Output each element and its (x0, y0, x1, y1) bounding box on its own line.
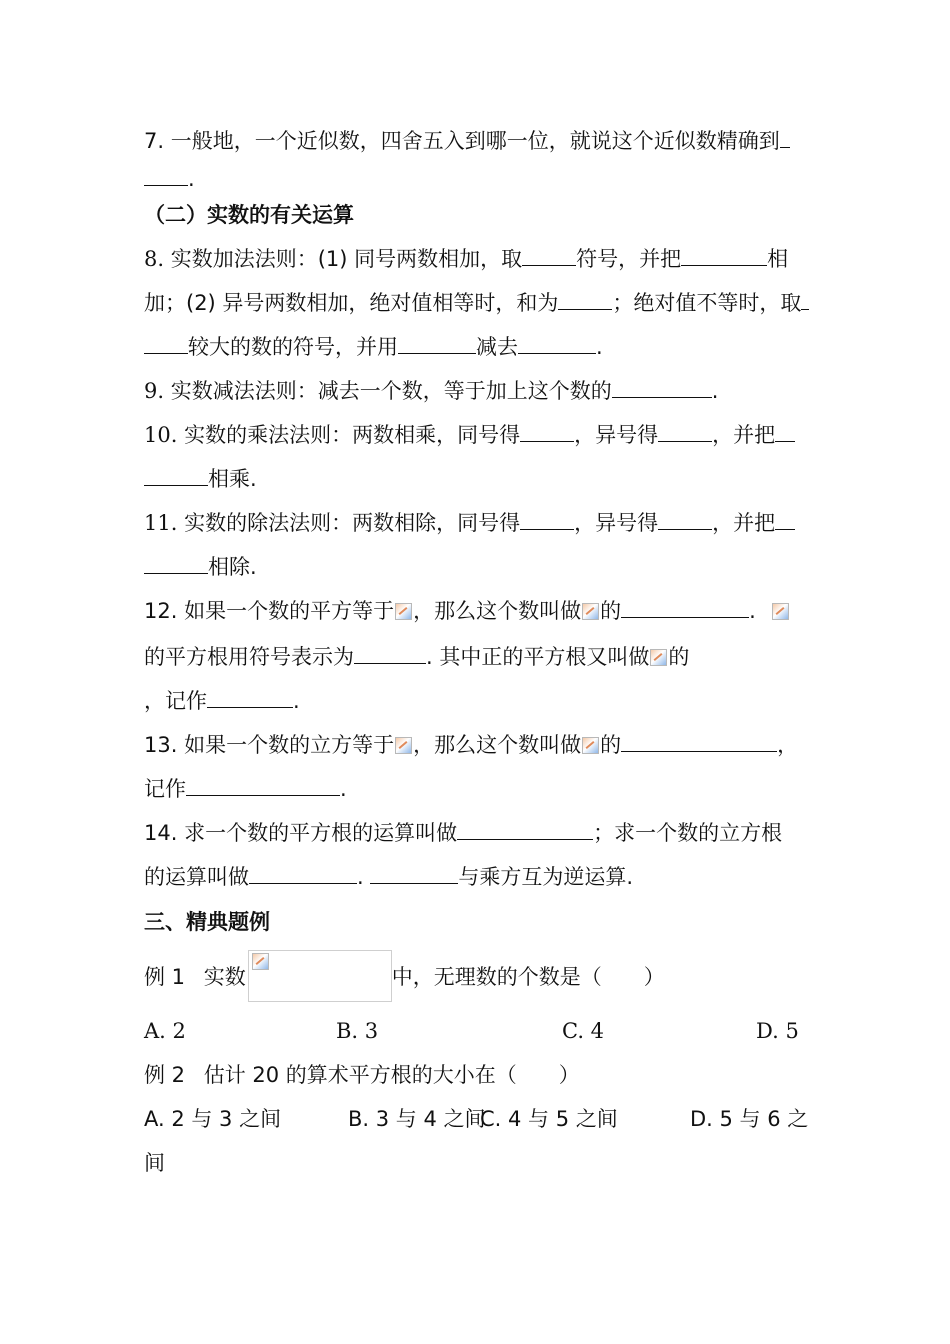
q14-blank-2 (249, 863, 357, 884)
q14-line-2 (144, 862, 633, 892)
q13-text-2: ，那么这个数叫做 (413, 733, 582, 757)
q14-line-1 (144, 818, 782, 848)
q10-text-2: ，异号得 (574, 423, 659, 447)
q13-text-4: ， (777, 733, 799, 757)
q8-number: 8. (144, 247, 165, 271)
q11-text-1: 实数的除法法则：两数相除，同号得 (184, 511, 521, 535)
example-1-pre: 实数 (203, 965, 246, 989)
q14-text-5: 与乘方互为逆运算. (458, 865, 634, 889)
q11-line-2 (144, 552, 257, 582)
q12-blank-3 (207, 687, 293, 708)
q11-number: 11. (144, 511, 178, 535)
q8-end: . (596, 335, 603, 359)
q8-blank-6 (518, 333, 596, 354)
q11-blank-3-cont (144, 553, 208, 574)
q10-text-4: 相乘. (208, 467, 257, 491)
q10-line-1 (144, 420, 795, 450)
q13-blank-2 (186, 775, 340, 796)
q7-line-2 (144, 164, 195, 194)
q14-text-2: ；求一个数的立方根 (593, 821, 783, 845)
section-3-heading: 三、精典题例 (144, 910, 270, 934)
q12-line-1 (144, 596, 790, 626)
q9-line (144, 376, 718, 406)
q8-blank-3 (558, 289, 612, 310)
q8-text-1: 实数加法法则：(1) 同号两数相加，取 (170, 247, 523, 271)
example-2-option-b: B. 3 与 4 之间 (348, 1107, 486, 1131)
example-1-formula-image (248, 950, 392, 1002)
q7-blank (780, 127, 790, 148)
example-2-option-a: A. 2 与 3 之间 (144, 1107, 282, 1131)
q13-text-3: 的 (600, 733, 622, 757)
q8-line-2 (144, 288, 809, 318)
q14-text-4: . (357, 865, 364, 889)
q9-number: 9. (144, 379, 165, 403)
q10-number: 10. (144, 423, 178, 447)
q10-text-1: 实数的乘法法则：两数相乘，同号得 (184, 423, 521, 447)
q12-end: . (293, 689, 300, 713)
q7-end: . (188, 167, 195, 191)
q8-line-1 (144, 244, 788, 274)
q12-text-5: 的平方根用符号表示为 (144, 645, 354, 669)
q12-text-1: 12. 如果一个数的平方等于 (144, 599, 395, 623)
q10-text-3: ，并把 (712, 423, 776, 447)
q10-line-2 (144, 464, 257, 494)
q7-text: 7. 一般地，一个近似数，四舍五入到哪一位，就说这个近似数精确到 (144, 129, 780, 153)
q8-line-3 (144, 332, 603, 362)
q13-end: . (340, 777, 347, 801)
q14-blank-3 (370, 863, 458, 884)
q10-blank-3 (775, 421, 795, 442)
q12-text-6: . 其中正的平方根又叫做 (426, 645, 650, 669)
q8-blank-5 (398, 333, 476, 354)
q7-line-1 (144, 126, 790, 156)
q8-text-3: 相 (767, 247, 789, 271)
q8-text-7: 减去 (476, 335, 518, 359)
q12-line-2 (144, 642, 689, 672)
q12-blank-1 (621, 597, 749, 618)
q8-blank-1 (522, 245, 576, 266)
example-1-label: 例 1 (144, 965, 186, 989)
q8-text-5: ；绝对值不等时，取 (612, 291, 802, 315)
q12-blank-2 (354, 643, 426, 664)
q9-text: 实数减法法则：减去一个数，等于加上这个数的 (170, 379, 612, 403)
formula-image-icon (395, 603, 412, 620)
q8-text-2: 符号，并把 (576, 247, 682, 271)
example-1-option-c: C. 4 (562, 1019, 605, 1043)
q13-line-1 (144, 730, 798, 760)
q11-blank-3 (775, 509, 795, 530)
q14-text-1: 14. 求一个数的平方根的运算叫做 (144, 821, 458, 845)
q13-line-2 (144, 774, 347, 804)
q12-line-3 (144, 686, 300, 716)
q12-text-3: 的 (600, 599, 622, 623)
formula-image-icon (772, 603, 789, 620)
q14-blank-1 (457, 819, 593, 840)
q13-text-1: 13. 如果一个数的立方等于 (144, 733, 395, 757)
q10-blank-3-cont (144, 465, 208, 486)
example-1-option-b: B. 3 (336, 1019, 379, 1043)
example-2-option-c: C. 4 与 5 之间 (480, 1107, 618, 1131)
q11-text-2: ，异号得 (574, 511, 659, 535)
formula-image-icon (650, 649, 667, 666)
formula-image-icon (582, 737, 599, 754)
q7-blank-cont (144, 165, 188, 186)
q10-blank-1 (520, 421, 574, 442)
q8-text-4: 加；(2) 异号两数相加，绝对值相等时，和为 (144, 291, 559, 315)
q8-blank-4 (801, 289, 809, 310)
example-1-option-a: A. 2 (144, 1019, 186, 1043)
example-1-line (144, 962, 665, 992)
q12-text-8: ，记作 (144, 689, 207, 713)
example-2-label: 例 2 (144, 1063, 186, 1087)
example-2-text: 估计 20 的算术平方根的大小在（ ） (203, 1063, 580, 1087)
q10-blank-2 (658, 421, 712, 442)
q9-blank (612, 377, 712, 398)
q8-blank-4-cont (144, 333, 188, 354)
q8-text-6: 较大的数的符号，并用 (188, 335, 398, 359)
example-1-option-d: D. 5 (756, 1019, 799, 1043)
q14-text-3: 的运算叫做 (144, 865, 249, 889)
broken-image-icon (252, 953, 269, 970)
q11-line-1 (144, 508, 795, 538)
example-2-option-d-wrap: 间 (144, 1151, 165, 1175)
q11-blank-1 (520, 509, 574, 530)
example-1-post: 中，无理数的个数是（ ） (391, 965, 665, 989)
q13-blank-1 (621, 731, 777, 752)
q11-text-3: ，并把 (712, 511, 776, 535)
formula-image-icon (395, 737, 412, 754)
q9-end: . (711, 379, 719, 403)
section-2-heading: （二）实数的有关运算 (144, 203, 354, 227)
q12-text-7: 的 (668, 645, 690, 669)
example-2-option-d: D. 5 与 6 之 (690, 1107, 809, 1131)
formula-image-icon (582, 603, 599, 620)
q12-text-2: ，那么这个数叫做 (413, 599, 582, 623)
q8-blank-2 (681, 245, 767, 266)
example-2-line (144, 1060, 580, 1090)
q11-blank-2 (658, 509, 712, 530)
q13-text-5: 记作 (144, 777, 186, 801)
q12-text-4: . (749, 599, 756, 623)
q11-text-4: 相除. (208, 555, 257, 579)
